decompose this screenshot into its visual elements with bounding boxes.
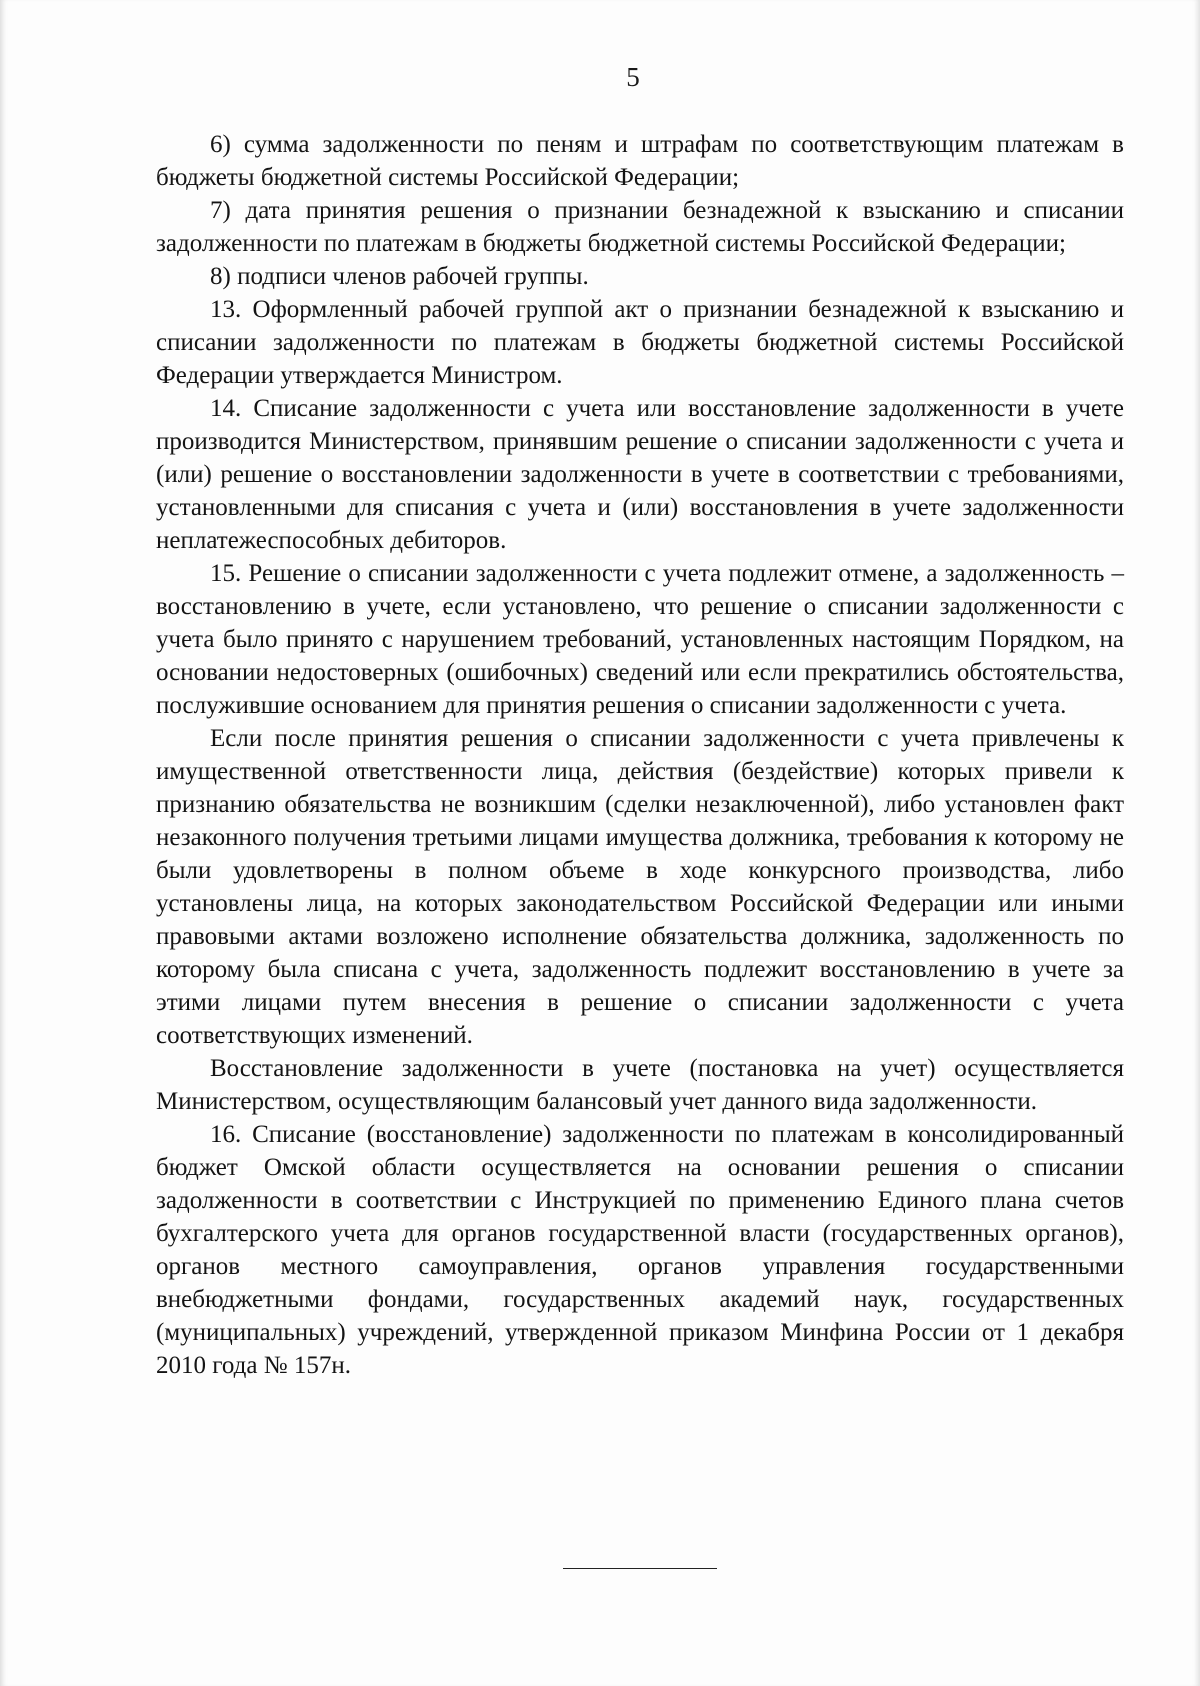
paragraph-item-7: 7) дата принятия решения о признании безнадежной к взысканию и списании задолженности по платежам в бюджеты бюджетной системы Российской Федерации;: [156, 197, 1124, 257]
paragraph-clause-15-liability: Если после принятия решения о списании задолженности с учета привлечены к имущественной ответственности лица, действия (бездействие) которых привели к признанию обязательства не возникшим (сделки незаключенной), либо установлен факт незаконного получения третьими лицами имущества должника, требования к которому не были удовлетворены в полном объеме в ходе конкурсного производства, либо установлены лица, на которых законодательством Российской Федерации или иными правовыми актами возложено исполнение обязательства должника, задолженность по которому была списана с учета, задолженность подлежит восстановлению в учете за этими лицами путем внесения в решение о списании задолженности с учета соответствующих изменений.: [156, 725, 1124, 1049]
paragraph-clause-16: 16. Списание (восстановление) задолженности по платежам в консолидированный бюджет Омской области осуществляется на основании решения о списании задолженности в соответствии с Инструкцией по применению Единого плана счетов бухгалтерского учета для органов государственной власти (государственных органов), органов местного самоуправления, органов управления государственными внебюджетными фондами, государственных академий наук, государственных (муниципальных) учреждений, утвержденной приказом Минфина России от 1 декабря 2010 года № 157н.: [156, 1121, 1124, 1379]
paragraph-clause-14: 14. Списание задолженности с учета или восстановление задолженности в учете производится Министерством, принявшим решение о списании задолженности с учета и (или) решение о восстановлении задолженности в учете в соответствии с требованиями, установленными для списания с учета и (или) восстановления в учете задолженности неплатежеспособных дебиторов.: [156, 395, 1124, 554]
paragraph-clause-15: 15. Решение о списании задолженности с учета подлежит отмене, а задолженность – восстановлению в учете, если установлено, что решение о списании задолженности с учета было принято с нарушением требований, установленных настоящим Порядком, на основании недостоверных (ошибочных) сведений или если прекратились обстоятельства, послужившие основанием для принятия решения о списании задолженности с учета.: [156, 560, 1124, 719]
paragraph-clause-13: 13. Оформленный рабочей группой акт о признании безнадежной к взысканию и списании задолженности по платежам в бюджеты бюджетной системы Российской Федерации утверждается Министром.: [156, 296, 1124, 389]
page-number: 5: [626, 62, 640, 92]
paragraph-item-8: 8) подписи членов рабочей группы.: [210, 263, 589, 290]
end-divider: [563, 1568, 717, 1569]
paragraph-clause-15-restoration: Восстановление задолженности в учете (постановка на учет) осуществляется Министерством, осуществляющим балансовый учет данного вида задолженности.: [156, 1055, 1124, 1115]
document-body: [156, 128, 1124, 1382]
paragraph-item-6: 6) сумма задолженности по пеням и штрафам по соответствующим платежам в бюджеты бюджетной системы Российской Федерации;: [156, 131, 1124, 191]
